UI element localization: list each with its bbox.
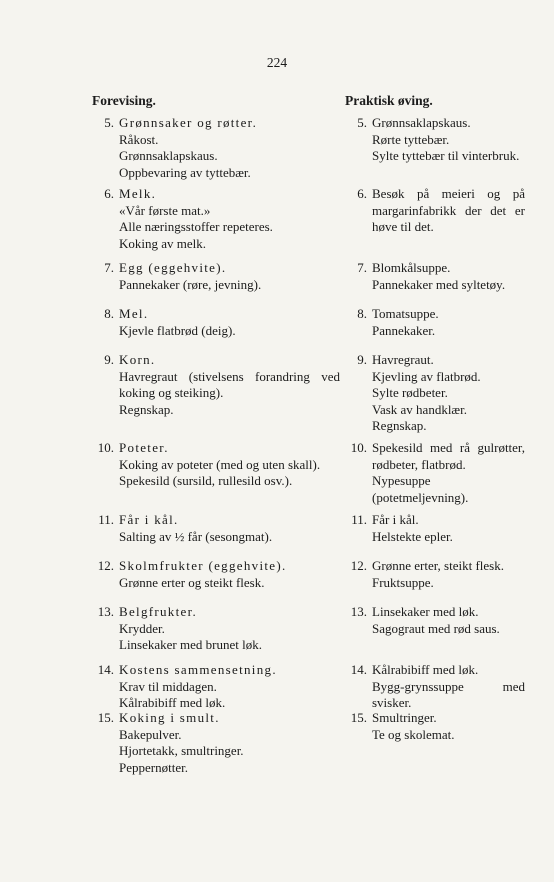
entry-number: 9. [357,352,367,367]
entry-line: Regnskap. [372,418,427,433]
right-column-heading: Praktisk øving. [345,93,433,108]
entry-body [372,352,525,435]
entry-line: Helstekte epler. [372,528,453,544]
left-column [92,92,340,775]
entry-line: Hjortetakk, smultringer. [119,743,244,758]
left-entry [92,306,340,339]
left-entry [92,662,340,712]
entry-line: Får i kål. [372,512,419,527]
entry-line: Peppernøtter. [119,759,188,775]
entry-body [119,604,340,654]
entry-number: 6. [104,186,114,201]
left-column-heading: Forevising. [92,93,156,108]
entry-number: 10. [350,440,367,455]
entry-line: Tomatsuppe. [372,306,439,321]
entry-line: Bygg-grynssuppe med svisker. [372,678,525,710]
right-entry [345,440,525,506]
entry-line: Grønnsaklapskaus. [372,115,471,130]
entry-line: Pannekaker med syltetøy. [372,276,506,292]
right-column [345,92,525,742]
entry-line: «Vår første mat.» [119,202,211,218]
entry-line: Kjevle flatbrød (deig). [119,322,236,338]
entry-line: Pannekaker. [372,322,436,338]
right-entry [345,558,525,591]
right-entry [345,260,525,293]
entry-line: Nypesuppe (potetmeljevning). [372,473,469,505]
entry-number: 11. [98,512,114,527]
entry-line: Bakepulver. [119,726,182,742]
entry-title: Grønnsaker og røtter. [119,115,258,130]
entry-line: Pannekaker (røre, jevning). [119,276,262,292]
entry-body [119,306,340,339]
page-number: 224 [266,55,288,70]
left-entry [92,260,340,293]
entry-body [119,662,340,712]
right-entry [345,352,525,435]
entry-line: Spekesild (sursild, rullesild osv.). [119,473,293,488]
entry-line: Salting av ½ får (sesongmat). [119,528,273,544]
entry-title: Mel. [119,306,149,321]
entry-line: Kålrabibiff med løk. [372,662,479,677]
right-entry [345,512,525,545]
left-entry [92,440,340,490]
right-entry [345,662,525,712]
entry-body [119,115,340,181]
entry-line: Kålrabibiff med løk. [119,695,226,710]
entry-number: 10. [97,440,114,455]
entry-line: Rørte tyttebær. [372,131,450,147]
right-entry [345,186,525,236]
entry-body [372,512,525,545]
entry-title: Koking i smult. [119,710,220,725]
entry-body [372,440,525,506]
left-entry [92,352,340,418]
entry-title: Kostens sammensetning. [119,662,277,677]
entry-body [119,186,340,252]
entry-line: Råkost. [119,131,159,147]
entry-line: Regnskap. [119,401,174,417]
entry-body [372,306,525,339]
entry-title: Korn. [119,352,156,367]
left-entry [92,186,340,252]
entry-number: 8. [357,306,367,321]
entry-body [372,186,525,236]
entry-number: 15. [350,710,367,725]
entry-line: Koking av poteter (med og uten skall). [119,456,321,472]
entry-number: 9. [104,352,114,367]
right-entry [345,604,525,637]
entry-line: Koking av melk. [119,235,207,251]
right-entry [345,306,525,339]
entry-line: Grønne erter og steikt flesk. [119,574,265,590]
entry-title: Melk. [119,186,157,201]
entry-title: Poteter. [119,440,169,455]
entry-number: 13. [350,604,367,619]
entry-title: Skolmfrukter (eggehvite). [119,558,287,573]
entry-line: Krydder. [119,620,165,636]
entry-number: 8. [104,306,114,321]
entry-body [119,710,340,776]
left-entry [92,604,340,654]
entry-number: 5. [104,115,114,130]
entry-line: Besøk på meieri og på margarinfabrikk der det er høve til det. [372,186,525,234]
entry-line: Oppbevaring av tyttebær. [119,164,251,180]
entry-line: Vask av handklær. [372,401,467,417]
entry-body [119,558,340,591]
entry-line: Krav til middagen. [119,678,217,694]
entry-line: Smultringer. [372,710,437,725]
entry-body [119,260,340,293]
entry-number: 5. [357,115,367,130]
entry-line: Havregraut. [372,352,434,367]
entry-number: 14. [350,662,367,677]
entry-number: 13. [97,604,114,619]
entry-number: 6. [357,186,367,201]
entry-line: Blomkålsuppe. [372,260,451,275]
entry-line: Havregraut (stivelsens forandring ved koking og steiking). [119,368,340,400]
entry-body [372,260,525,293]
entry-line: Sylte tyttebær til vinterbruk. [372,148,520,163]
entry-body [372,604,525,637]
entry-line: Te og skolemat. [372,726,455,742]
entry-line: Sylte rødbeter. [372,385,448,400]
left-entry [92,558,340,591]
left-entry [92,115,340,181]
entry-title: Får i kål. [119,512,179,527]
entry-number: 12. [350,558,367,573]
entry-number: 14. [97,662,114,677]
entry-line: Sagograut med rød saus. [372,620,500,636]
entry-number: 11. [351,512,367,527]
entry-body [372,662,525,712]
right-entry [345,710,525,743]
entry-line: Kjevling av flatbrød. [372,368,481,384]
left-entry [92,512,340,545]
entry-body [119,352,340,418]
entry-line: Alle næringsstoffer repeteres. [119,219,273,234]
entry-title: Egg (eggehvite). [119,260,227,275]
entry-number: 12. [97,558,114,573]
entry-number: 7. [357,260,367,275]
entry-body [119,440,340,490]
left-entry [92,710,340,776]
entry-body [372,115,525,165]
right-entry [345,115,525,165]
entry-line: Linsekaker med brunet løk. [119,637,262,652]
entry-line: Grønnsaklapskaus. [119,148,218,163]
entry-body [372,558,525,591]
entry-number: 15. [97,710,114,725]
entry-line: Spekesild med rå gulrøtter, rødbeter, flatbrød. [372,440,525,472]
entry-number: 7. [104,260,114,275]
entry-line: Fruktsuppe. [372,574,434,590]
entry-body [372,710,525,743]
entry-body [119,512,340,545]
entry-title: Belgfrukter. [119,604,198,619]
entry-line: Linsekaker med løk. [372,604,479,619]
entry-line: Grønne erter, steikt flesk. [372,558,504,573]
